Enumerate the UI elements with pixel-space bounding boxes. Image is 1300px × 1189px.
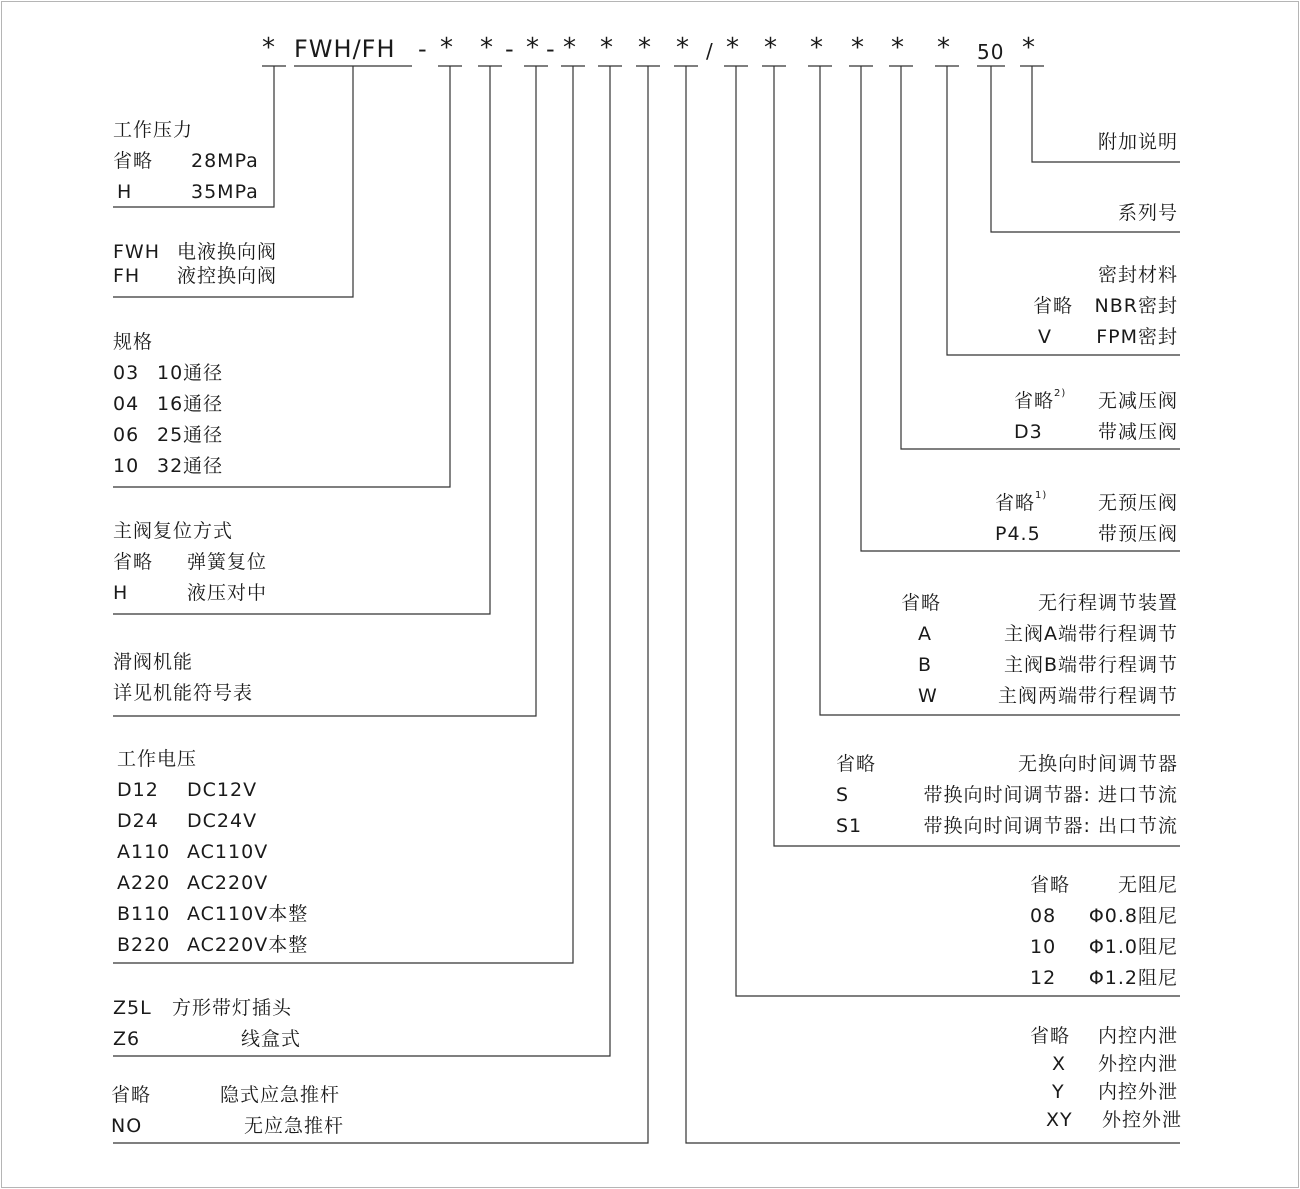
code-dash: - bbox=[505, 35, 515, 63]
stroke-desc: 主阀A端带行程调节 bbox=[1004, 623, 1178, 645]
note-label: 附加说明 bbox=[1097, 131, 1178, 153]
seal-desc: FPM密封 bbox=[1096, 326, 1178, 348]
timer-code: S bbox=[836, 784, 850, 806]
damper-code: 12 bbox=[1030, 967, 1057, 989]
prevalve-desc: 无预压阀 bbox=[1097, 492, 1178, 514]
reducer-code: D3 bbox=[1014, 421, 1043, 443]
type-desc: 电液换向阀 bbox=[177, 241, 278, 263]
code-star: * bbox=[810, 33, 824, 63]
pressure-value: 35MPa bbox=[191, 181, 259, 203]
reset-code: 省略 bbox=[113, 551, 154, 573]
stroke-code: 省略 bbox=[901, 592, 942, 614]
voltage-code: B110 bbox=[117, 903, 171, 925]
drain-code: XY bbox=[1046, 1109, 1073, 1131]
plug-desc: 线盒式 bbox=[241, 1028, 302, 1050]
plug-code: Z6 bbox=[113, 1028, 141, 1050]
stroke-desc: 无行程调节装置 bbox=[1037, 592, 1178, 614]
damper-code: 10 bbox=[1030, 936, 1057, 958]
reset-title: 主阀复位方式 bbox=[113, 520, 234, 542]
drain-code: Y bbox=[1052, 1081, 1065, 1103]
code-star: * bbox=[764, 33, 778, 63]
type-code: FWH bbox=[113, 241, 161, 263]
drain-desc: 内控内泄 bbox=[1097, 1025, 1178, 1047]
footnote-1: 1) bbox=[1035, 490, 1048, 501]
reducer-code-text: 省略 bbox=[1014, 390, 1055, 412]
code-dash: - bbox=[546, 35, 556, 63]
reset-desc: 液压对中 bbox=[187, 582, 268, 604]
code-star: * bbox=[262, 33, 276, 63]
voltage-title: 工作电压 bbox=[117, 748, 198, 770]
code-slash: / bbox=[706, 39, 714, 63]
size-code: 10 bbox=[113, 455, 140, 477]
leader-voltage bbox=[113, 66, 573, 963]
reducer-code bbox=[1014, 389, 1066, 413]
reset-code: H bbox=[113, 582, 129, 604]
spool-title: 滑阀机能 bbox=[113, 651, 194, 673]
stroke-code: B bbox=[918, 654, 933, 676]
voltage-code: D12 bbox=[117, 779, 159, 801]
size-code: 06 bbox=[113, 424, 140, 446]
leader-spool bbox=[113, 66, 536, 716]
code-star: * bbox=[726, 33, 740, 63]
stroke-desc: 主阀两端带行程调节 bbox=[997, 685, 1178, 707]
prevalve-desc: 带预压阀 bbox=[1097, 523, 1178, 545]
damper-desc: Φ1.0阻尼 bbox=[1088, 936, 1178, 958]
voltage-desc: DC12V bbox=[187, 779, 258, 801]
seal-desc: NBR密封 bbox=[1094, 295, 1178, 317]
drain-desc: 外控外泄 bbox=[1101, 1109, 1182, 1131]
stroke-code: W bbox=[918, 685, 938, 707]
timer-code: 省略 bbox=[836, 753, 877, 775]
reducer-desc: 无减压阀 bbox=[1097, 390, 1178, 412]
type-code: FH bbox=[113, 265, 141, 287]
reducer-desc: 带减压阀 bbox=[1097, 421, 1178, 443]
type-desc: 液控换向阀 bbox=[177, 265, 278, 287]
prevalve-code: P4.5 bbox=[995, 523, 1041, 545]
damper-code: 08 bbox=[1030, 905, 1057, 927]
code-star: * bbox=[676, 33, 690, 63]
drain-code: 省略 bbox=[1030, 1025, 1071, 1047]
voltage-code: A220 bbox=[117, 872, 171, 894]
pressure-code: 省略 bbox=[113, 150, 154, 172]
pressure-value: 28MPa bbox=[191, 150, 259, 172]
size-desc: 16通径 bbox=[157, 393, 224, 415]
spool-desc: 详见机能符号表 bbox=[113, 682, 254, 704]
voltage-desc: DC24V bbox=[187, 810, 258, 832]
damper-code: 省略 bbox=[1030, 874, 1071, 896]
code-fwh-fh: FWH/FH bbox=[294, 35, 396, 63]
plug-desc: 方形带灯插头 bbox=[172, 997, 293, 1019]
seal-code: V bbox=[1038, 326, 1052, 348]
code-star: * bbox=[440, 33, 454, 63]
damper-desc: Φ0.8阻尼 bbox=[1088, 905, 1178, 927]
code-star: * bbox=[563, 33, 577, 63]
push-desc: 无应急推杆 bbox=[244, 1115, 345, 1137]
code-star: * bbox=[526, 33, 540, 63]
footnote-2: 2) bbox=[1054, 388, 1067, 399]
push-code: NO bbox=[111, 1115, 143, 1137]
seal-code: 省略 bbox=[1033, 295, 1074, 317]
voltage-code: D24 bbox=[117, 810, 159, 832]
prevalve-code-text: 省略 bbox=[995, 492, 1036, 514]
drain-desc: 外控内泄 bbox=[1097, 1053, 1178, 1075]
timer-desc: 带换向时间调节器: 进口节流 bbox=[923, 784, 1178, 806]
size-desc: 32通径 bbox=[157, 455, 224, 477]
drain-desc: 内控外泄 bbox=[1097, 1081, 1178, 1103]
series-label: 系列号 bbox=[1117, 202, 1178, 224]
timer-code: S1 bbox=[836, 815, 863, 837]
pressure-code: H bbox=[117, 181, 133, 203]
leader-timer bbox=[774, 66, 1180, 846]
size-code: 04 bbox=[113, 393, 140, 415]
stroke-desc: 主阀B端带行程调节 bbox=[1003, 654, 1178, 676]
code-star: * bbox=[638, 33, 652, 63]
plug-code: Z5L bbox=[113, 997, 152, 1019]
code-star: * bbox=[851, 33, 865, 63]
code-star: * bbox=[1022, 33, 1036, 63]
code-series-number: 50 bbox=[977, 40, 1005, 64]
size-title: 规格 bbox=[113, 331, 154, 353]
voltage-code: B220 bbox=[117, 934, 171, 956]
damper-desc: 无阻尼 bbox=[1117, 874, 1178, 896]
push-desc: 隐式应急推杆 bbox=[220, 1084, 341, 1106]
reset-desc: 弹簧复位 bbox=[187, 551, 268, 573]
code-dash: - bbox=[418, 35, 428, 63]
code-star: * bbox=[891, 33, 905, 63]
push-code: 省略 bbox=[111, 1084, 152, 1106]
drain-code: X bbox=[1052, 1053, 1067, 1075]
size-code: 03 bbox=[113, 362, 140, 384]
damper-desc: Φ1.2阻尼 bbox=[1088, 967, 1178, 989]
size-desc: 25通径 bbox=[157, 424, 224, 446]
voltage-desc: AC110V bbox=[187, 841, 269, 863]
code-star: * bbox=[600, 33, 614, 63]
voltage-desc: AC220V本整 bbox=[187, 934, 309, 956]
voltage-desc: AC110V本整 bbox=[187, 903, 309, 925]
seal-title: 密封材料 bbox=[1097, 264, 1178, 286]
code-star: * bbox=[480, 33, 494, 63]
timer-desc: 带换向时间调节器: 出口节流 bbox=[923, 815, 1178, 837]
pressure-title: 工作压力 bbox=[113, 119, 194, 141]
size-desc: 10通径 bbox=[157, 362, 224, 384]
voltage-desc: AC220V bbox=[187, 872, 269, 894]
prevalve-code bbox=[995, 491, 1047, 515]
stroke-code: A bbox=[918, 623, 932, 645]
voltage-code: A110 bbox=[117, 841, 171, 863]
code-star: * bbox=[937, 33, 951, 63]
timer-desc: 无换向时间调节器 bbox=[1017, 753, 1178, 775]
